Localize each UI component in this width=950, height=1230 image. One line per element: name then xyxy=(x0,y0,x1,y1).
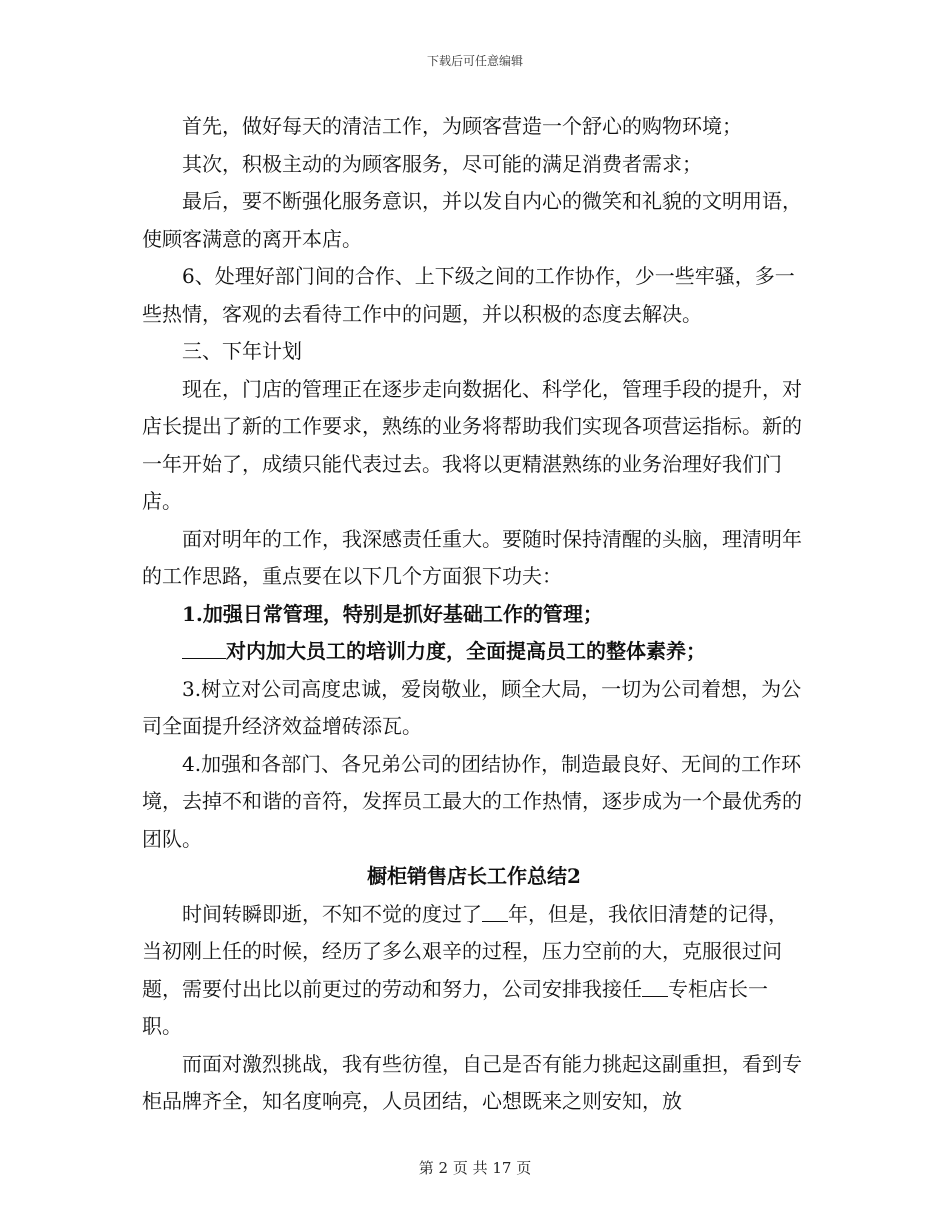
paragraph-management: 现在，门店的管理正在逐步走向数据化、科学化，管理手段的提升，对店长提出了新的工作要求，熟练的业务将帮助我们实现各项营运指标。新的一年开始了，成绩只能代表过去。我将以更精湛熟练的业务治理好我们门店。 xyxy=(142,376,802,513)
paragraph-cleaning: 首先，做好每天的清洁工作，为顾客营造一个舒心的购物环境； xyxy=(182,114,742,138)
paragraph-responsibility: 面对明年的工作，我深感责任重大。要随时保持清醒的头脑，理清明年的工作思路，重点要在以下几个方面狠下功夫： xyxy=(142,526,802,588)
blank-underline xyxy=(642,976,668,997)
list-item-2-text: 对内加大员工的培训力度，全面提高员工的整体素养； xyxy=(226,639,706,663)
document-body xyxy=(142,108,806,1121)
heading-next-year-plan: 三、下年计划 xyxy=(182,339,302,363)
page-footer: 第 2 页 共 17 页 xyxy=(418,1159,532,1177)
paragraph-service: 其次，积极主动的为顾客服务，尽可能的满足消费者需求； xyxy=(182,151,702,176)
list-item-4: 4.加强和各部门、各兄弟公司的团结协作，制造最良好、无间的工作环境，去掉不和谐的音符，发挥员工最大的工作热情，逐步成为一个最优秀的团队。 xyxy=(142,751,802,851)
blank-underline xyxy=(482,901,508,922)
list-item-2 xyxy=(142,633,806,671)
list-item-1: 1.加强日常管理，特别是抓好基础工作的管理； xyxy=(182,601,603,626)
blank-underline xyxy=(182,638,226,659)
page-header: 下载后可任意编辑 xyxy=(426,54,523,68)
paragraph-time-part-b: 年，但是，我依旧清楚的记得，当初刚上任的时候，经历了多么艰辛的过程，压力空前的大，克服很过问题，需要付出比以前更过的劳动和努力，公司安排我接任 xyxy=(142,901,788,1001)
section-title: 橱柜销售店长工作总结2 xyxy=(367,864,581,888)
paragraph-time-part-a: 时间转瞬即逝，不知不觉的度过了 xyxy=(182,901,482,926)
paragraph-time-part-c: 专柜店长一职。 xyxy=(142,976,768,1038)
list-item-3: 3.树立对公司高度忠诚，爱岗敬业，顾全大局，一切为公司着想，为公司全面提升经济效益增砖添瓦。 xyxy=(142,676,802,738)
paragraph-time xyxy=(142,896,806,1046)
paragraph-cooperation: 6、处理好部门间的合作、上下级之间的工作协作，少一些牢骚，多一些热情，客观的去看待工作中的问题，并以积极的态度去解决。 xyxy=(142,264,795,326)
paragraph-challenge: 而面对激烈挑战，我有些彷徨，自己是否有能力挑起这副重担，看到专柜品牌齐全，知名度响亮，人员团结，心想既来之则安知，放 xyxy=(142,1051,802,1113)
paragraph-awareness: 最后，要不断强化服务意识，并以发自内心的微笑和礼貌的文明用语，使顾客满意的离开本店。 xyxy=(142,189,802,251)
